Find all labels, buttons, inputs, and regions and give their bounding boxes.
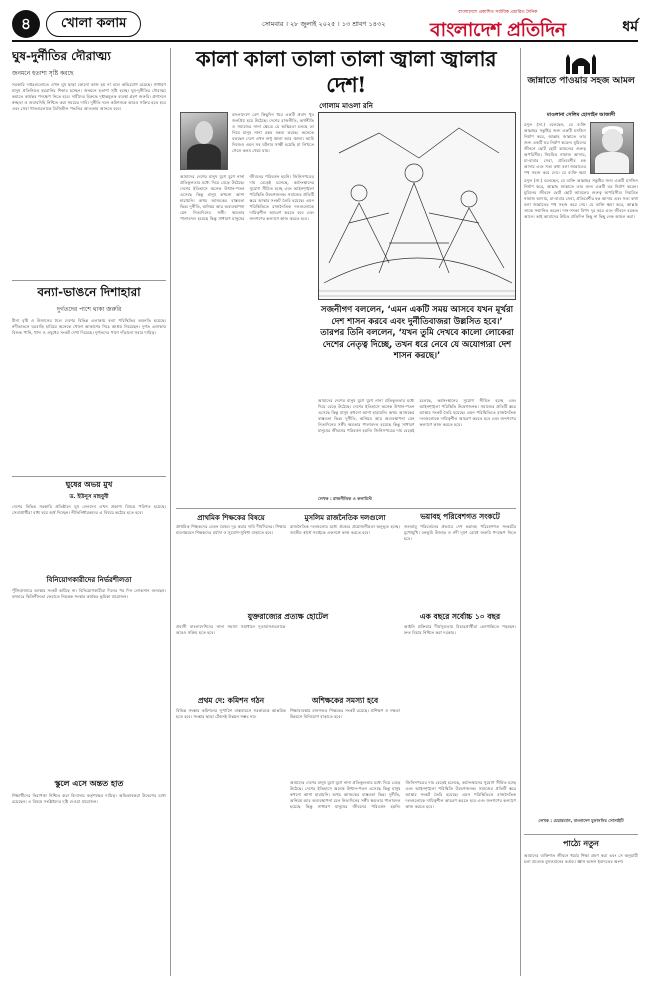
story-headline: বিনিয়োগকারীদের নির্ভরশীলতা <box>46 576 132 584</box>
dateline: সোমবার । ২৮ জুলাই ২০২৫ । ১৩ শ্রাবণ ১৪৩২ <box>262 20 386 28</box>
story-body: শিক্ষাব্যবস্থায় মানসম্মত শিক্ষকের সংকট রয়েছে। প্রশিক্ষণ ও দক্ষতা উন্নয়নে বিনিয়োগ বাড়াতে হবে। <box>290 708 400 719</box>
religion-header <box>524 48 638 108</box>
story-3 <box>176 512 286 608</box>
main-headline: কালা কালা তালা তালা জ্বালা জ্বালার দেশ! <box>195 46 496 97</box>
story-9 <box>176 696 286 974</box>
page-number: ৪ <box>12 10 40 38</box>
editorial-headline: ঘুষ-দুর্নীতির দৌরাত্ম্য <box>12 49 111 63</box>
religion-bottom <box>524 838 638 974</box>
main-intro: বাংলাদেশে বেশ কিছুদিন ধরে একটি প্রবাদ খুব জনপ্রিয় হয়ে উঠেছে। দেশের রাজনীতি, অর্থনীতি ও সমাজের নানা ক্ষেত্রে যে অস্থিরতা চলছে তা নিয়ে মানুষ নানা রকম মন্তব্য করছে। অনেকে বলছেন দেশে এখন শুধু জ্বালা আর জ্বালা। আমি নিজেও এমন সব ঘটনার সাক্ষী হয়েছি যা লিখতে গেলে কলম থেমে যায়। <box>232 112 314 153</box>
illustration-sketch <box>319 113 516 300</box>
flood-headline: বন্যা-ভাঙনে দিশাহারা <box>37 285 141 299</box>
religion-bottom-body: আমাদের ব্যক্তিগত জীবনে ধর্মের শিক্ষা গ্রহণ করা এবং সে অনুযায়ী চলা প্রত্যেক মুসলমানের কর্তব্য। জ্ঞান অর্জন ইবাদতের অংশ। <box>524 853 638 864</box>
story-headline: প্রাথমিক শিক্ষকের বিষয়ে <box>197 514 265 522</box>
editorial-flood <box>12 284 166 474</box>
religion-bottom-headline: পাঠ্যে নতুন <box>563 839 599 848</box>
column-rule <box>520 48 521 976</box>
story-5 <box>404 512 516 608</box>
section-label: খোলা কলাম <box>46 11 141 37</box>
story-headline: এক বছরে সর্বোচ্চ ১০ বছর <box>419 612 501 621</box>
story-headline: প্রথম দে: কমিশন গঠন <box>197 696 265 705</box>
pull-quote: সজনীগণ বললেন, ‘এমন একটি সময় আসবে যখন মূর্খরা দেশ শাসন করবে এবং দুর্নীতিবাজরা উল্লসিত হবে।’ তারপর তিনি বললেন, ‘যখন তুমি দেখবে কালো লোকেরা দেশের নেতৃত্ব দিচ্ছে, তখন ধরে নেবে যে অযোগ্যরা দেশ শাসন করছে।’ <box>320 305 514 361</box>
editorial-body: সরকারি দপ্তরগুলোতে এখন ঘুষ ছাড়া কোনো কাজ হয় না বলে অভিযোগ রয়েছে। সাধারণ মানুষ প্রতিনিয়ত হয়রানির শিকার হচ্ছেন। জনমনে হতাশা সৃষ্টি হচ্ছে। ঘুষ-দুর্নীতির দৌরাত্ম্য কমাতে কার্যকর পদক্ষেপ নিতে হবে। দায়ীদের বিরুদ্ধে দৃষ্টান্তমূলক ব্যবস্থা গ্রহণ জরুরি। প্রশাসনে স্বচ্ছতা ও জবাবদিহি নিশ্চিত করা সময়ের দাবি। দুর্নীতি দমন কমিশনকে আরও সক্রিয় হতে হবে এবং সেবা খাতগুলোকে ডিজিটাল পদ্ধতির আওতায় আনতে হবে। <box>12 82 166 111</box>
story-body: আইনি প্রক্রিয়ার দীর্ঘসূত্রতায় বিচারপ্রার্থীরা ভোগান্তিতে পড়ছেন। দ্রুত বিচার নিশ্চিত করা দরকার। <box>404 624 516 635</box>
main-footer: লেখক : রাজনীতিক ও কলামিস্ট <box>318 496 372 501</box>
religion-author-note: লেখক : চেয়ারম্যান, বাংলাদেশ মুফাসসির সোসাইটি <box>538 818 624 823</box>
story-body: দেশের বিভিন্ন সরকারি প্রতিষ্ঠানে ঘুষ লেনদেন এখন প্রকাশ্য বিষয়ে পরিণত হয়েছে। সেবাপ্রার্থীরা বাধ্য হয়ে অর্থ দিচ্ছেন। নীতিনির্ধারকদের এ বিষয়ে কঠোর হতে হবে। <box>12 504 166 515</box>
author-photo <box>180 112 228 170</box>
illustration <box>318 112 516 300</box>
divider <box>176 508 516 509</box>
page-header <box>12 8 638 42</box>
masthead-tagline: বাংলাদেশে প্রকাশিত সর্বাধিক প্রচারিত দৈনিক <box>458 10 538 15</box>
story-7 <box>290 696 400 776</box>
story-body: জলবায়ু পরিবর্তনের প্রভাবে দেশ ভয়াবহ পরিবেশগত সংকটের মুখোমুখি। বনভূমি উজাড় ও নদী দূষণ রোধে জরুরি পদক্ষেপ নিতে হবে। <box>404 524 516 541</box>
story-body: রাজনৈতিক দলগুলোর মধ্যে ঐক্যের প্রয়োজনীয়তা অনুভূত হচ্ছে। জাতীয় স্বার্থে সবাইকে একসঙ্গে কাজ করতে হবে। <box>290 524 400 535</box>
religion-author-photo <box>590 122 634 174</box>
lower-continuation: আমাদের দেশের মানুষ যুগে যুগে নানা প্রতিকূলতার মধ্যে দিয়ে বেড়ে উঠেছে। দেশের ইতিহাসে অনেক উত্থান-পতন এসেছে কিন্তু মানুষ কখনো আশা হারায়নি। অথচ আজকের বাস্তবতা ভিন্ন। দুর্নীতি, অনিয়ম আর অব্যবস্থাপনা যেন নিত্যদিনের সঙ্গী। ক্ষমতার পালাবদল হয়েছে কিন্তু সাধারণ মানুষের জীবনের পরিবর্তন হয়নি। জিনিসপত্রের দাম বেড়েই চলেছে, কর্মসংস্থানের সুযোগ সীমিত হচ্ছে এবং আইনশৃঙ্খলা পরিস্থিতি উদ্বেগজনক। সমাজের প্রতিটি স্তরে আস্থার সংকট তৈরি হয়েছে। এমন পরিস্থিতিতে রাজনৈতিক দলগুলোকে দায়িত্বশীল আচরণ করতে হবে এবং জনগণের কল্যাণে কাজ করতে হবে। <box>290 780 516 809</box>
mosque-icon <box>560 48 602 74</box>
divider <box>524 834 638 835</box>
story-body: শিক্ষার্থীদের নিরাপত্তা নিশ্চিত করা বিদ্যালয় কর্তৃপক্ষের দায়িত্ব। অভিভাবকরা উদ্বেগের মধ্যে রয়েছেন। এ বিষয়ে সংশ্লিষ্টদের দৃষ্টি দেওয়া প্রয়োজন। <box>12 793 166 804</box>
editorial-bribery <box>12 48 166 278</box>
main-author: গোলাম মাওলা রনি <box>319 102 373 110</box>
main-body-left: আমাদের দেশের মানুষ যুগে যুগে নানা প্রতিকূলতার মধ্যে দিয়ে বেড়ে উঠেছে। দেশের ইতিহাসে অনেক উত্থান-পতন এসেছে কিন্তু মানুষ কখনো আশা হারায়নি। অথচ আজকের বাস্তবতা ভিন্ন। দুর্নীতি, অনিয়ম আর অব্যবস্থাপনা যেন নিত্যদিনের সঙ্গী। ক্ষমতার পালাবদল হয়েছে কিন্তু সাধারণ মানুষের জীবনের পরিবর্তন হয়নি। জিনিসপত্রের দাম বেড়েই চলেছে, কর্মসংস্থানের সুযোগ সীমিত হচ্ছে এবং আইনশৃঙ্খলা পরিস্থিতি উদ্বেগজনক। সমাজের প্রতিটি স্তরে আস্থার সংকট তৈরি হয়েছে। এমন পরিস্থিতিতে রাজনৈতিক দলগুলোকে দায়িত্বশীল আচরণ করতে হবে এবং জনগণের কল্যাণে কাজ করতে হবে। <box>180 174 314 221</box>
religion-author: মাওলানা সেলিম হোসাইন আজাদী <box>546 112 616 118</box>
religion-headline: জান্নাতে পাওয়ার সহজ আমল <box>527 76 635 86</box>
story-author: ড. ইউনূস মাহবুবী <box>69 494 109 500</box>
main-headline-box <box>176 46 516 98</box>
story-headline: যুক্তরাজ্যের প্রত্যক্ষ হোটেল <box>247 612 329 621</box>
column-rule <box>170 48 171 976</box>
divider <box>12 476 166 477</box>
story-body: বিভিন্ন সংস্কার কমিশনের সুপারিশ বাস্তবায়নে সরকারকে আন্তরিক হতে হবে। সংস্কার ছাড়া টেকসই উন্নয়ন সম্ভব নয়। <box>176 708 286 719</box>
masthead-name: বাংলাদেশ প্রতিদিন <box>430 19 566 41</box>
story-headline: অশিক্ষকের সমস্যা হবে <box>311 696 379 705</box>
flood-body: টানা বৃষ্টি ও উজানের ঢলে দেশের বিভিন্ন এলাকায় বন্যা পরিস্থিতির অবনতি হয়েছে। নদীভাঙনে ঘরবাড়ি হারিয়ে অনেকে খোলা আকাশের নিচে আশ্রয় নিয়েছেন। দুর্গত এলাকায় বিশুদ্ধ পানি, খাদ্য ও ওষুধের সংকট দেখা দিয়েছে। দুর্গতদের পাশে দাঁড়ানো সবার দায়িত্ব। <box>12 318 166 335</box>
story-body: প্রবাসী বাংলাদেশিদের নানা সমস্যা সমাধানে দূতাবাসগুলোকে আরও সক্রিয় হতে হবে। <box>176 624 286 635</box>
story-8 <box>404 612 516 776</box>
story-headline: স্কুলে এসে অন্তত হাত <box>54 779 124 788</box>
story-headline: মুসলিম রাজনৈতিক দলগুলো <box>304 514 386 522</box>
religion-intro: রসুল (সা.) বলেছেন, যে ব্যক্তি আল্লাহর সন্তুষ্টির জন্য একটি মসজিদ নির্মাণ করে, আল্লাহ জান্নাতে তার জন্য একটি ঘর নির্মাণ করেন। মুমিনের জীবনে ছোট ছোট আমলের গুরুত্ব অপরিসীম। নিয়মিত নামাজ আদায়, মা-বাবার সেবা, প্রতিবেশীর হক আদায় এবং সত্য কথা বলা জান্নাতের পথ সহজ করে দেয়। যে ব্যক্তি ক্ষমা <box>524 122 586 175</box>
flood-subhead: দুর্গতদের পাশে থাকা জরুরি <box>56 306 122 313</box>
editorial-subhead: জনমনে হতাশা সৃষ্টি করছে <box>12 70 74 77</box>
story-0 <box>12 480 166 570</box>
story-6 <box>176 612 400 692</box>
divider <box>12 280 166 281</box>
masthead <box>430 9 566 48</box>
story-headline: ভয়াবহ পরিবেশগত সংকটে <box>420 512 500 521</box>
story-headline: ঘুষের অভয় মুখ <box>65 480 113 489</box>
religion-body: রসুল (সা.) বলেছেন, যে ব্যক্তি আল্লাহর সন্তুষ্টির জন্য একটি মসজিদ নির্মাণ করে, আল্লাহ জান্নাতে তার জন্য একটি ঘর নির্মাণ করেন। মুমিনের জীবনে ছোট ছোট আমলের গুরুত্ব অপরিসীম। নিয়মিত নামাজ আদায়, মা-বাবার সেবা, প্রতিবেশীর হক আদায় এবং সত্য কথা বলা জান্নাতের পথ সহজ করে দেয়। যে ব্যক্তি ক্ষমা করে, আল্লাহ তাকে সম্মানিত করেন। দান-সদকা বিপদ দূর করে এবং জীবনে বরকত আনে। তাই আমাদের উচিত প্রতিদিন কিছু না কিছু নেক আমল করা। <box>524 178 638 219</box>
story-body: পুঁজিবাজারে আস্থার সংকট কাটছে না। বিনিয়োগকারীরা দিনের পর দিন লোকসান গুনছেন। বাজারে স্থিতিশীলতা ফেরাতে নিয়ন্ত্রক সংস্থার কার্যকর ভূমিকা প্রয়োজন। <box>12 588 166 599</box>
main-body-right: আমাদের দেশের মানুষ যুগে যুগে নানা প্রতিকূলতার মধ্যে দিয়ে বেড়ে উঠেছে। দেশের ইতিহাসে অনেক উত্থান-পতন এসেছে কিন্তু মানুষ কখনো আশা হারায়নি। অথচ আজকের বাস্তবতা ভিন্ন। দুর্নীতি, অনিয়ম আর অব্যবস্থাপনা যেন নিত্যদিনের সঙ্গী। ক্ষমতার পালাবদল হয়েছে কিন্তু সাধারণ মানুষের জীবনের পরিবর্তন হয়নি। জিনিসপত্রের দাম বেড়েই চলেছে, কর্মসংস্থানের সুযোগ সীমিত হচ্ছে এবং আইনশৃঙ্খলা পরিস্থিতি উদ্বেগজনক। সমাজের প্রতিটি স্তরে আস্থার সংকট তৈরি হয়েছে। এমন পরিস্থিতিতে রাজনৈতিক দলগুলোকে দায়িত্বশীল আচরণ করতে হবে এবং জনগণের কল্যাণে কাজ করতে হবে। <box>318 398 516 433</box>
story-4 <box>290 512 400 608</box>
story-body: প্রাথমিক শিক্ষকদের বেতন বৈষম্য দূর করার দাবি দীর্ঘদিনের। শিক্ষার মানোন্নয়নে শিক্ষকদের মর্যাদা ও সুযোগ-সুবিধা বাড়াতে হবে। <box>176 524 286 535</box>
story-1 <box>12 574 166 774</box>
story-2 <box>12 778 166 974</box>
section-right-label: ধর্ম <box>622 19 638 35</box>
